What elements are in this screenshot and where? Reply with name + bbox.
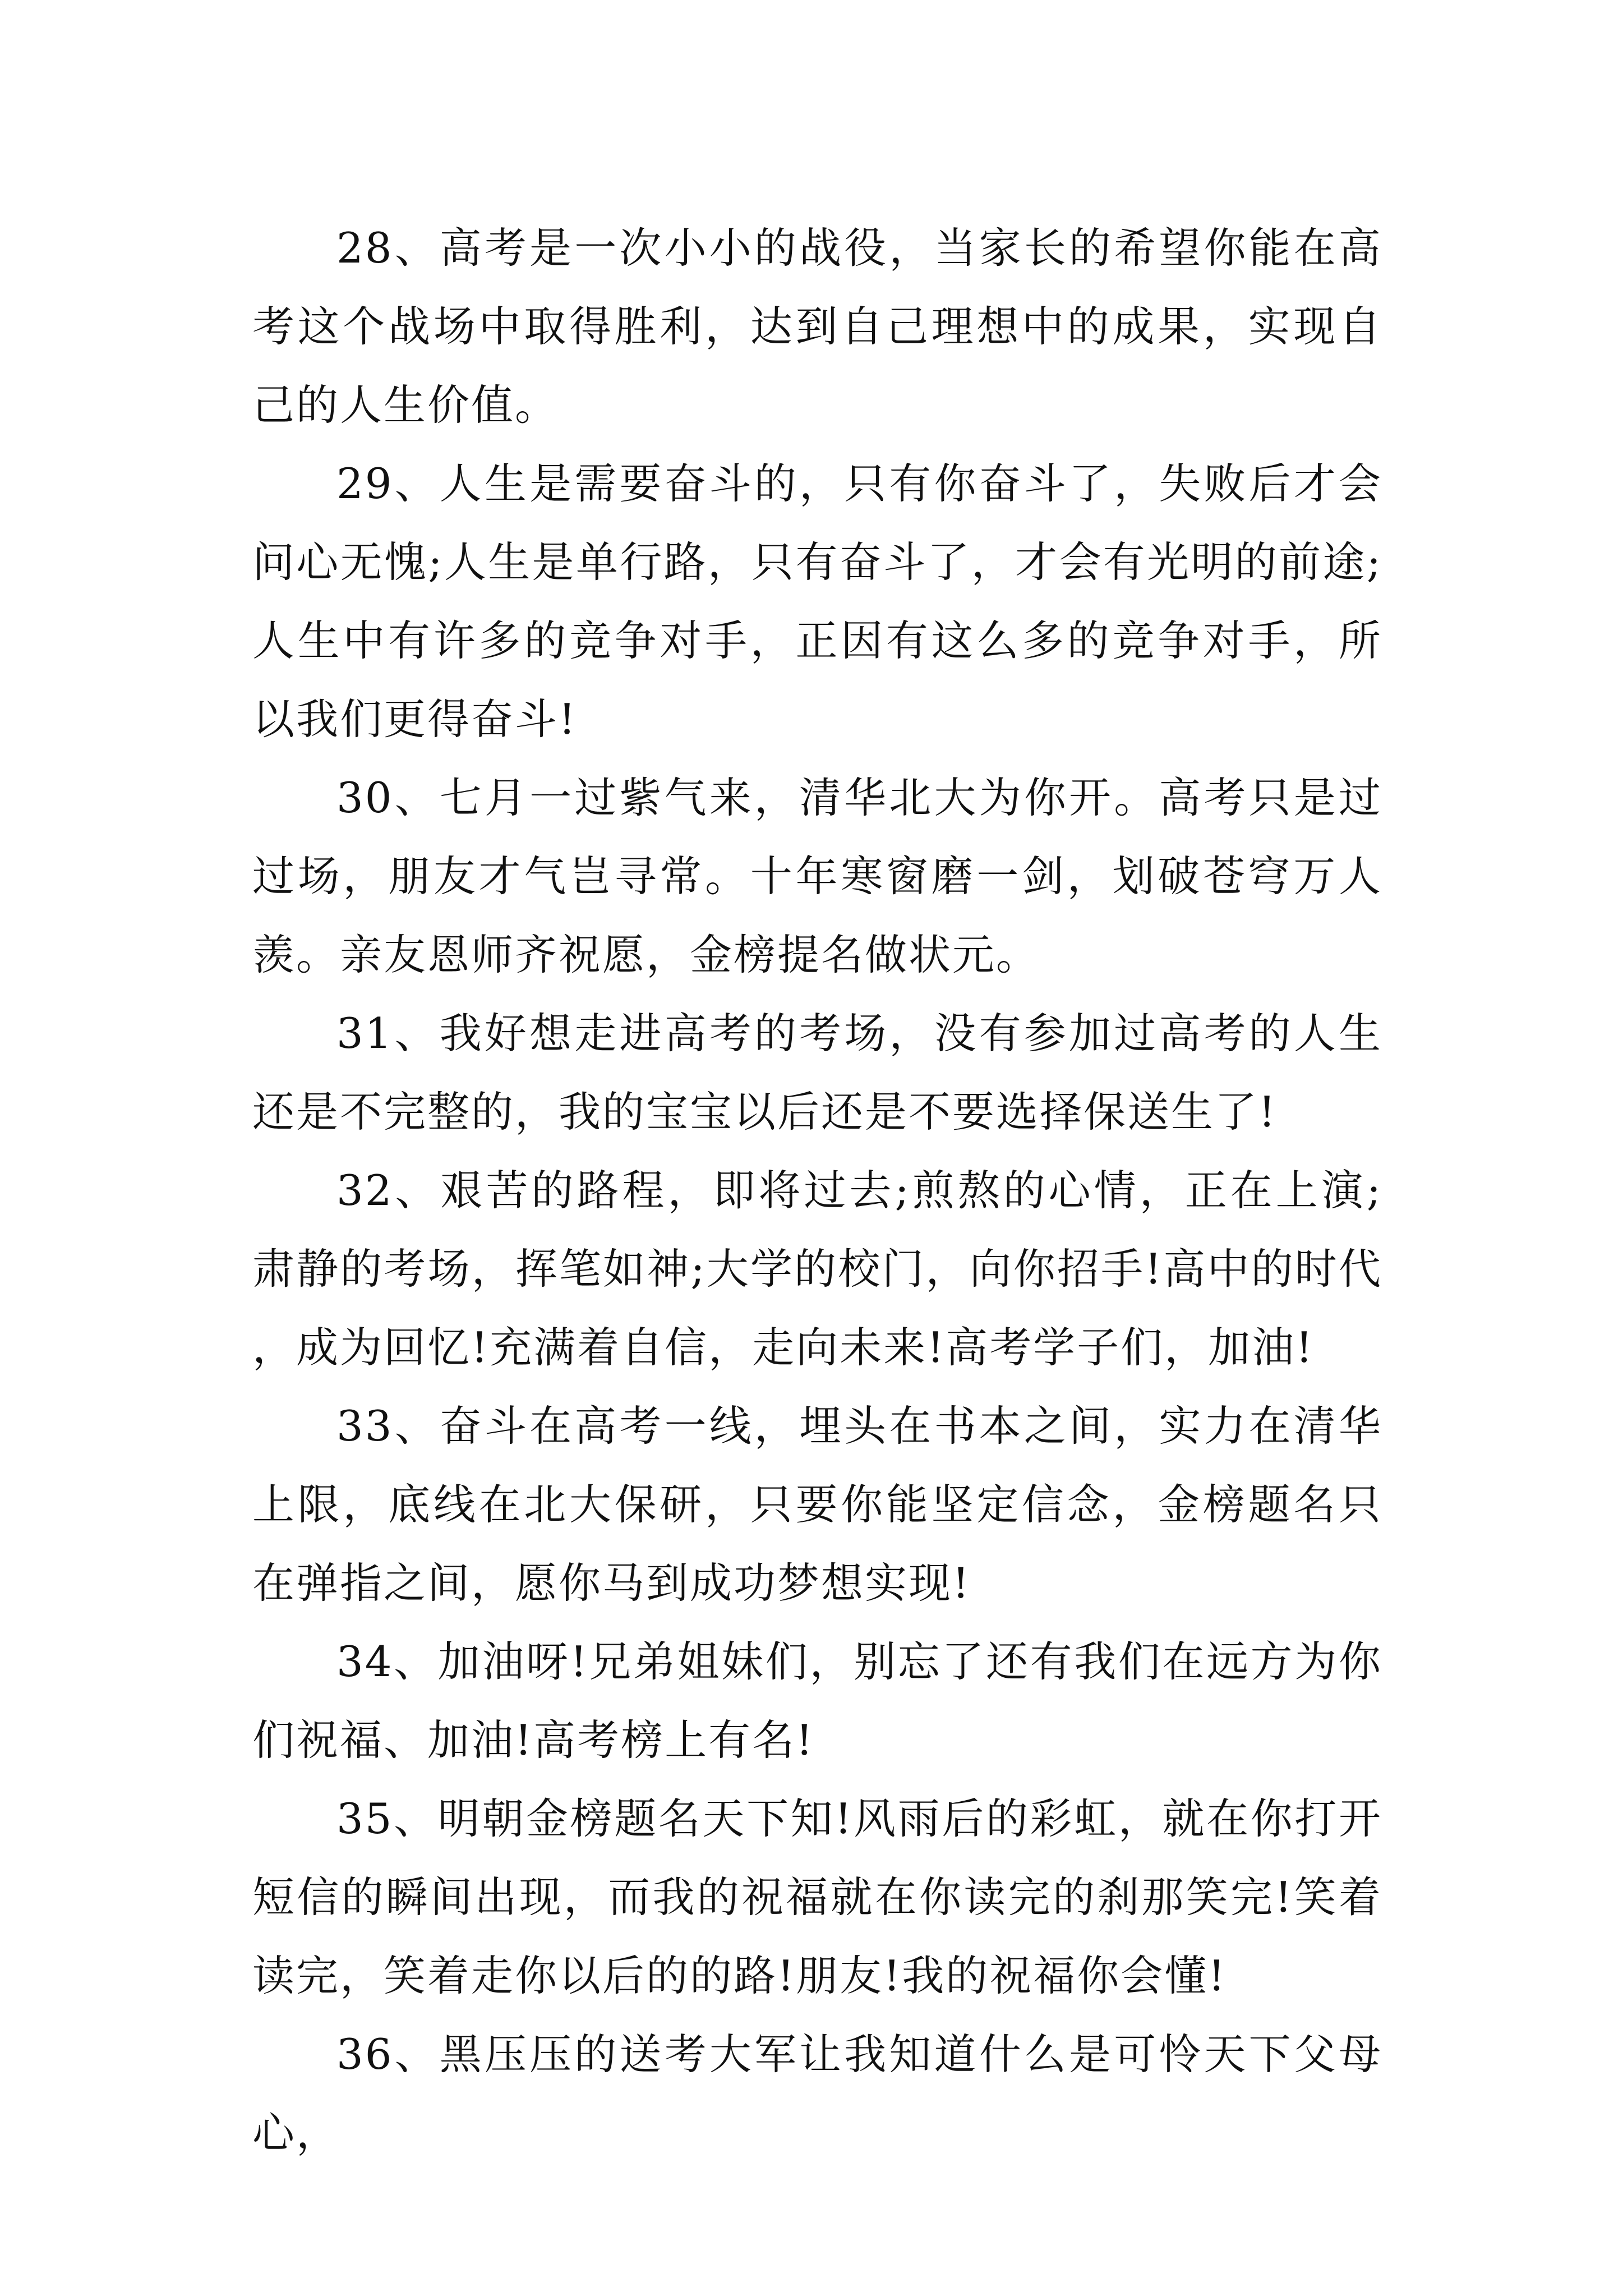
document-body xyxy=(252,209,1382,2172)
paragraph-32: 32、艰苦的路程，即将过去;煎熬的心情，正在上演;肃静的考场，挥笔如神;大学的校门，向你招手!高中的时代，成为回忆!充满着自信，走向未来!高考学子们，加油! xyxy=(252,1166,1382,1372)
paragraph-35: 35、明朝金榜题名天下知!风雨后的彩虹，就在你打开短信的瞬间出现，而我的祝福就在你读完的刹那笑完!笑着读完，笑着走你以后的的路!朋友!我的祝福你会懂! xyxy=(252,1794,1382,2000)
paragraph-31: 31、我好想走进高考的考场，没有参加过高考的人生还是不完整的，我的宝宝以后还是不要选择保送生了! xyxy=(252,1009,1382,1137)
paragraph-30: 30、七月一过紫气来，清华北大为你开。高考只是过过场，朋友才气岂寻常。十年寒窗磨一剑，划破苍穹万人羡。亲友恩师齐祝愿，金榜提名做状元。 xyxy=(252,773,1382,979)
paragraph-33: 33、奋斗在高考一线，埋头在书本之间，实力在清华上限，底线在北大保研，只要你能坚定信念，金榜题名只在弹指之间，愿你马到成功梦想实现! xyxy=(252,1401,1382,1608)
paragraph-28: 28、高考是一次小小的战役，当家长的希望你能在高考这个战场中取得胜利，达到自己理想中的成果，实现自己的人生价值。 xyxy=(252,223,1382,430)
paragraph-36: 36、黑压压的送考大军让我知道什么是可怜天下父母心， xyxy=(252,2030,1382,2157)
paragraph-34: 34、加油呀!兄弟姐妹们，别忘了还有我们在远方为你们祝福、加油!高考榜上有名! xyxy=(252,1637,1382,1765)
paragraph-29: 29、人生是需要奋斗的，只有你奋斗了，失败后才会问心无愧;人生是单行路，只有奋斗了，才会有光明的前途;人生中有许多的竞争对手，正因有这么多的竞争对手，所以我们更得奋斗! xyxy=(252,459,1382,744)
